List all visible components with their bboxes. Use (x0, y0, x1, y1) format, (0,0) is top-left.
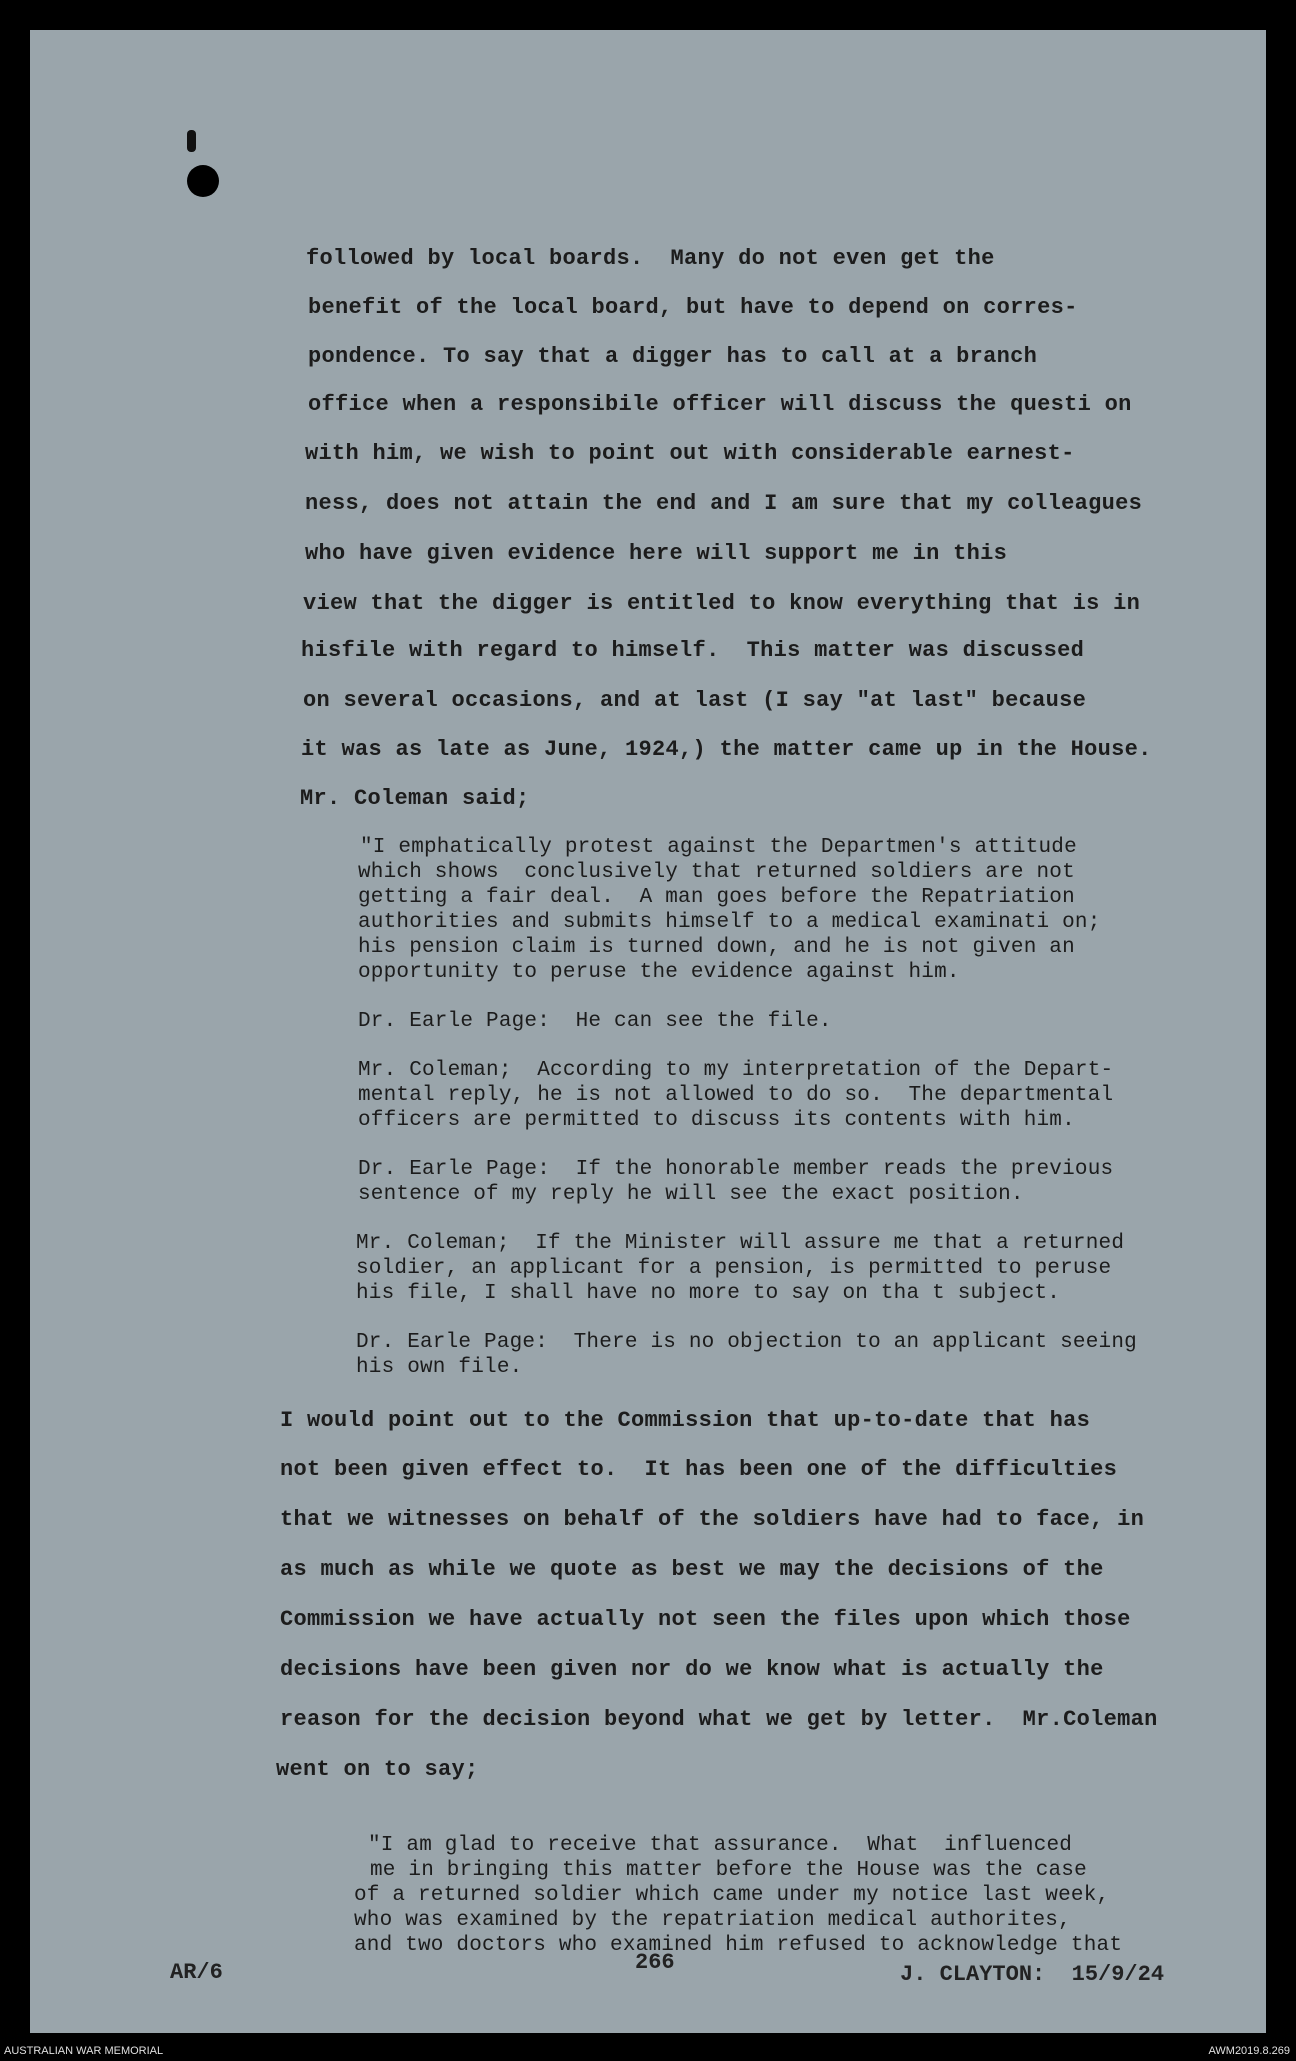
text-line: reason for the decision beyond what we get by letter. Mr.Coleman (280, 1707, 1158, 1732)
text-line: I would point out to the Commission that up-to-date that has (280, 1408, 1091, 1433)
quote-line: "I emphatically protest against the Departmen's attitude (360, 836, 1077, 859)
witness-signature-line: J. CLAYTON: 15/9/24 (900, 1962, 1165, 1987)
quote-line: getting a fair deal. A man goes before the Repatriation (358, 886, 1075, 909)
text-line: pondence. To say that a digger has to call at a branch (308, 344, 1038, 369)
text-line: view that the digger is entitled to know everything that is in (303, 591, 1141, 616)
document-reference: AR/6 (170, 1960, 223, 1985)
quote-line: mental reply, he is not allowed to do so. The departmental (358, 1084, 1114, 1107)
quote-line: "I am glad to receive that assurance. What influenced (368, 1834, 1073, 1857)
quote-line: sentence of my reply he will see the exact position. (358, 1183, 1024, 1206)
quote-line: Dr. Earle Page: There is no objection to an applicant seeing (356, 1331, 1137, 1354)
quote-line: Dr. Earle Page: If the honorable member reads the previous (358, 1158, 1114, 1181)
quote-line: Mr. Coleman; If the Minister will assure me that a returned (356, 1232, 1125, 1255)
text-line: decisions have been given nor do we know what is actually the (280, 1657, 1104, 1682)
punch-hole-mark (187, 130, 196, 152)
text-line: office when a responsibile officer will discuss the questi on (308, 392, 1132, 417)
quote-line: of a returned soldier which came under my notice last week, (354, 1884, 1110, 1907)
text-line: Mr. Coleman said; (300, 786, 530, 811)
quote-line: soldier, an applicant for a pension, is permitted to peruse (356, 1257, 1112, 1280)
text-line: as much as while we quote as best we may the decisions of the (280, 1557, 1104, 1582)
text-line: on several occasions, and at last (I say "at last" because (303, 688, 1087, 713)
quote-line: me in bringing this matter before the House was the case (370, 1859, 1087, 1882)
text-line: benefit of the local board, but have to depend on corres- (308, 295, 1078, 320)
archive-label: AUSTRALIAN WAR MEMORIAL (4, 2045, 164, 2057)
text-line: it was as late as June, 1924,) the matter came up in the House. (301, 737, 1152, 762)
page-number: 266 (635, 1950, 675, 1975)
quote-line: and two doctors who examined him refused to acknowledge that (354, 1934, 1123, 1957)
quote-line: authorities and submits himself to a medical examinati on; (358, 911, 1101, 934)
quote-line: his own file. (356, 1356, 523, 1379)
quote-line: his pension claim is turned down, and he is not given an (358, 936, 1075, 959)
quote-line: who was examined by the repatriation medical authorites, (354, 1909, 1071, 1932)
text-line: hisfile with regard to himself. This matter was discussed (301, 638, 1085, 663)
quote-line: Mr. Coleman; According to my interpretation of the Depart- (358, 1059, 1114, 1082)
text-line: ness, does not attain the end and I am sure that my colleagues (305, 491, 1143, 516)
quote-line: Dr. Earle Page: He can see the file. (358, 1010, 832, 1033)
text-line: that we witnesses on behalf of the soldiers have had to face, in (280, 1507, 1145, 1532)
text-line: who have given evidence here will support me in this (305, 541, 1008, 566)
text-line: with him, we wish to point out with considerable earnest- (305, 441, 1075, 466)
text-line: followed by local boards. Many do not even get the (306, 246, 995, 271)
text-line: went on to say; (276, 1757, 479, 1782)
quote-line: his file, I shall have no more to say on tha t subject. (356, 1282, 1061, 1305)
punch-hole (187, 165, 219, 197)
quote-line: opportunity to peruse the evidence against him. (358, 961, 960, 984)
text-line: not been given effect to. It has been one of the difficulties (280, 1457, 1118, 1482)
archive-id: AWM2019.8.269 (1208, 2045, 1290, 2057)
quote-line: officers are permitted to discuss its contents with him. (358, 1109, 1075, 1132)
text-line: Commission we have actually not seen the files upon which those (280, 1607, 1131, 1632)
quote-line: which shows conclusively that returned soldiers are not (358, 861, 1075, 884)
